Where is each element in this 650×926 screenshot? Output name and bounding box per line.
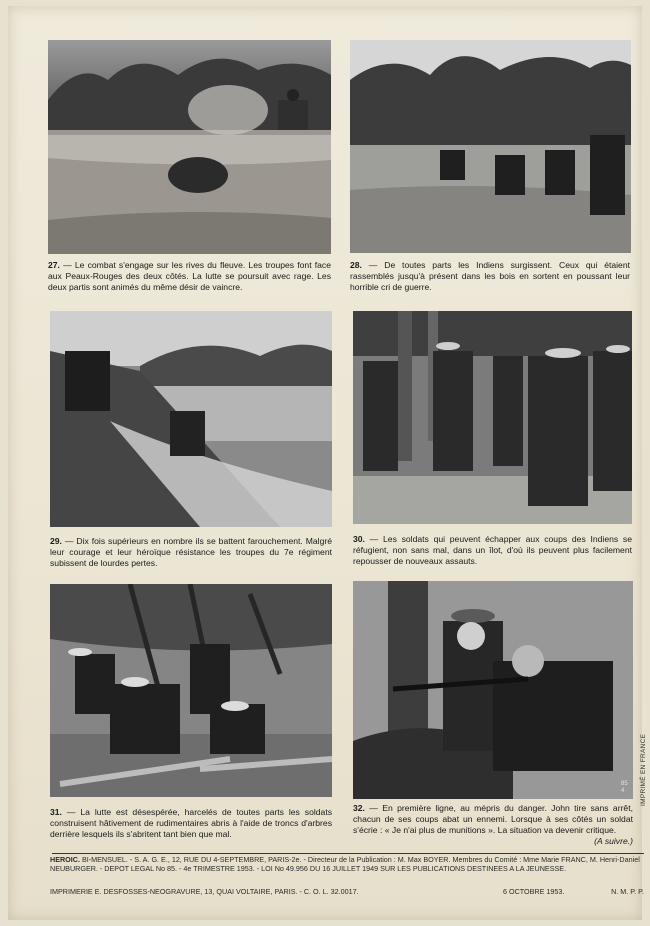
panel-27-photo	[48, 40, 331, 254]
panel-27-text: Le combat s'engage sur les rives du fleuve. Les troupes font face aux Peaux-Rouges des deux côtés. La lutte se poursuit avec rage. Les deux partis sont animés du même désir de vaincre.	[48, 260, 331, 292]
panel-30-text: Les soldats qui peuvent échapper aux coups des Indiens se réfugient, non sans mal, dans un îlot, d'où ils peuvent plus facilement repousser de nouveaux assauts.	[353, 534, 632, 566]
panel-30	[353, 311, 633, 581]
panel-27-caption: 27. — Le combat s'engage sur les rives du fleuve. Les troupes font face aux Peaux-Rouges des deux côtés. La lutte se poursuit avec rage. Les deux partis sont animés du même désir de vaincre.	[48, 260, 331, 292]
panel-28	[350, 40, 632, 300]
panel-31-text: La lutte est désespérée, harcelés de toutes parts les soldats construisent hâtivement de rudimentaires abris à l'aide de troncs d'arbres derrière lesquels ils s'abritent tant bien que mal.	[50, 807, 332, 839]
footer-imprint	[50, 887, 644, 896]
panel-29-number: 29.	[50, 536, 62, 546]
a-suivre: (A suivre.)	[594, 836, 633, 846]
photo-code: 85 4	[621, 781, 628, 794]
panel-30-caption: 30. — Les soldats qui peuvent échapper aux coups des Indiens se réfugient, non sans mal, dans un îlot, d'où ils peuvent plus facilement repousser de nouveaux assauts.	[353, 534, 632, 566]
panel-29-caption: 29. — Dix fois supérieurs en nombre ils se battent farouchement. Malgré leur courage et leur héroïque résistance les troupes du 7e régiment subissent de lourdes pertes.	[50, 536, 332, 568]
panel-32-caption: 32. — En première ligne, au mépris du danger. John tire sans arrêt, chacun de ses coups abat un ennemi. Lorsque à ses côtés un soldat s'écrie : « Je n'ai plus de munitions ». La situation va devenir critique. (A suivre.)	[353, 803, 633, 846]
panel-29-text: Dix fois supérieurs en nombre ils se battent farouchement. Malgré leur courage et leur héroïque résistance les troupes du 7e régiment subissent de lourdes pertes.	[50, 536, 332, 568]
panel-27	[48, 40, 333, 300]
panel-28-text: De toutes parts les Indiens surgissent. Ceux qui étaient rassemblés jusqu'à présent dans les bois en sortent en poussant leur horrible cri de guerre.	[350, 260, 631, 292]
footer-rule	[52, 853, 644, 854]
imprime-en-france: IMPRIMÉ EN FRANCE	[640, 733, 647, 806]
panel-28-number: 28.	[350, 260, 362, 270]
panel-31-photo	[50, 584, 332, 797]
footer-date: 6 OCTOBRE 1953.	[503, 887, 565, 896]
footer-legal	[50, 856, 644, 874]
panel-29-photo	[50, 311, 332, 527]
panel-30-number: 30.	[353, 534, 365, 544]
panel-31-caption: 31. — La lutte est désespérée, harcelés de toutes parts les soldats construisent hâtivement de rudimentaires abris à l'aide de troncs d'arbres derrière lesquels ils s'abritent tant bien que mal.	[50, 807, 332, 839]
panel-28-photo	[350, 40, 631, 253]
panel-28-caption: 28. — De toutes parts les Indiens surgissent. Ceux qui étaient rassemblés jusqu'à présent dans les bois en sortent en poussant leur horrible cri de guerre.	[350, 260, 631, 292]
panel-32-number: 32.	[353, 803, 365, 813]
panel-27-number: 27.	[48, 260, 60, 270]
panel-29	[50, 311, 333, 581]
panel-31-number: 31.	[50, 807, 62, 817]
panel-30-photo	[353, 311, 632, 524]
panel-31	[50, 584, 333, 854]
footer-line1: BI-MENSUEL. - S. A. G. E., 12, RUE DU 4-SEPTEMBRE, PARIS-2e. - Directeur de la Publication : M. Max BOYER. Membres du Comité : Mme Marie FRANC, M. Henri-Daniel NEUBURGER. - DEPOT LEGAL No 85. - 4e TRIMESTRE 1953. - LOI No 49.956 DU 16 JUILLET 1949 SUR LES PUBLICATIONS DESTINEES A LA JEUNESSE.	[50, 855, 640, 873]
footer-line2: IMPRIMERIE E. DESFOSSES-NEOGRAVURE, 13, QUAI VOLTAIRE, PARIS. - C. O. L. 32.0017.	[50, 887, 359, 896]
footer-nmpp: N. M. P. P.	[611, 887, 644, 896]
panel-32	[353, 581, 635, 851]
panel-32-photo	[353, 581, 633, 799]
comic-page	[8, 6, 647, 920]
footer-brand: HEROIC.	[50, 855, 80, 864]
panel-32-text: En première ligne, au mépris du danger. John tire sans arrêt, chacun de ses coups abat un ennemi. Lorsque à ses côtés un soldat s'écrie : « Je n'ai plus de munitions ». La situation va devenir critique.	[353, 803, 633, 835]
